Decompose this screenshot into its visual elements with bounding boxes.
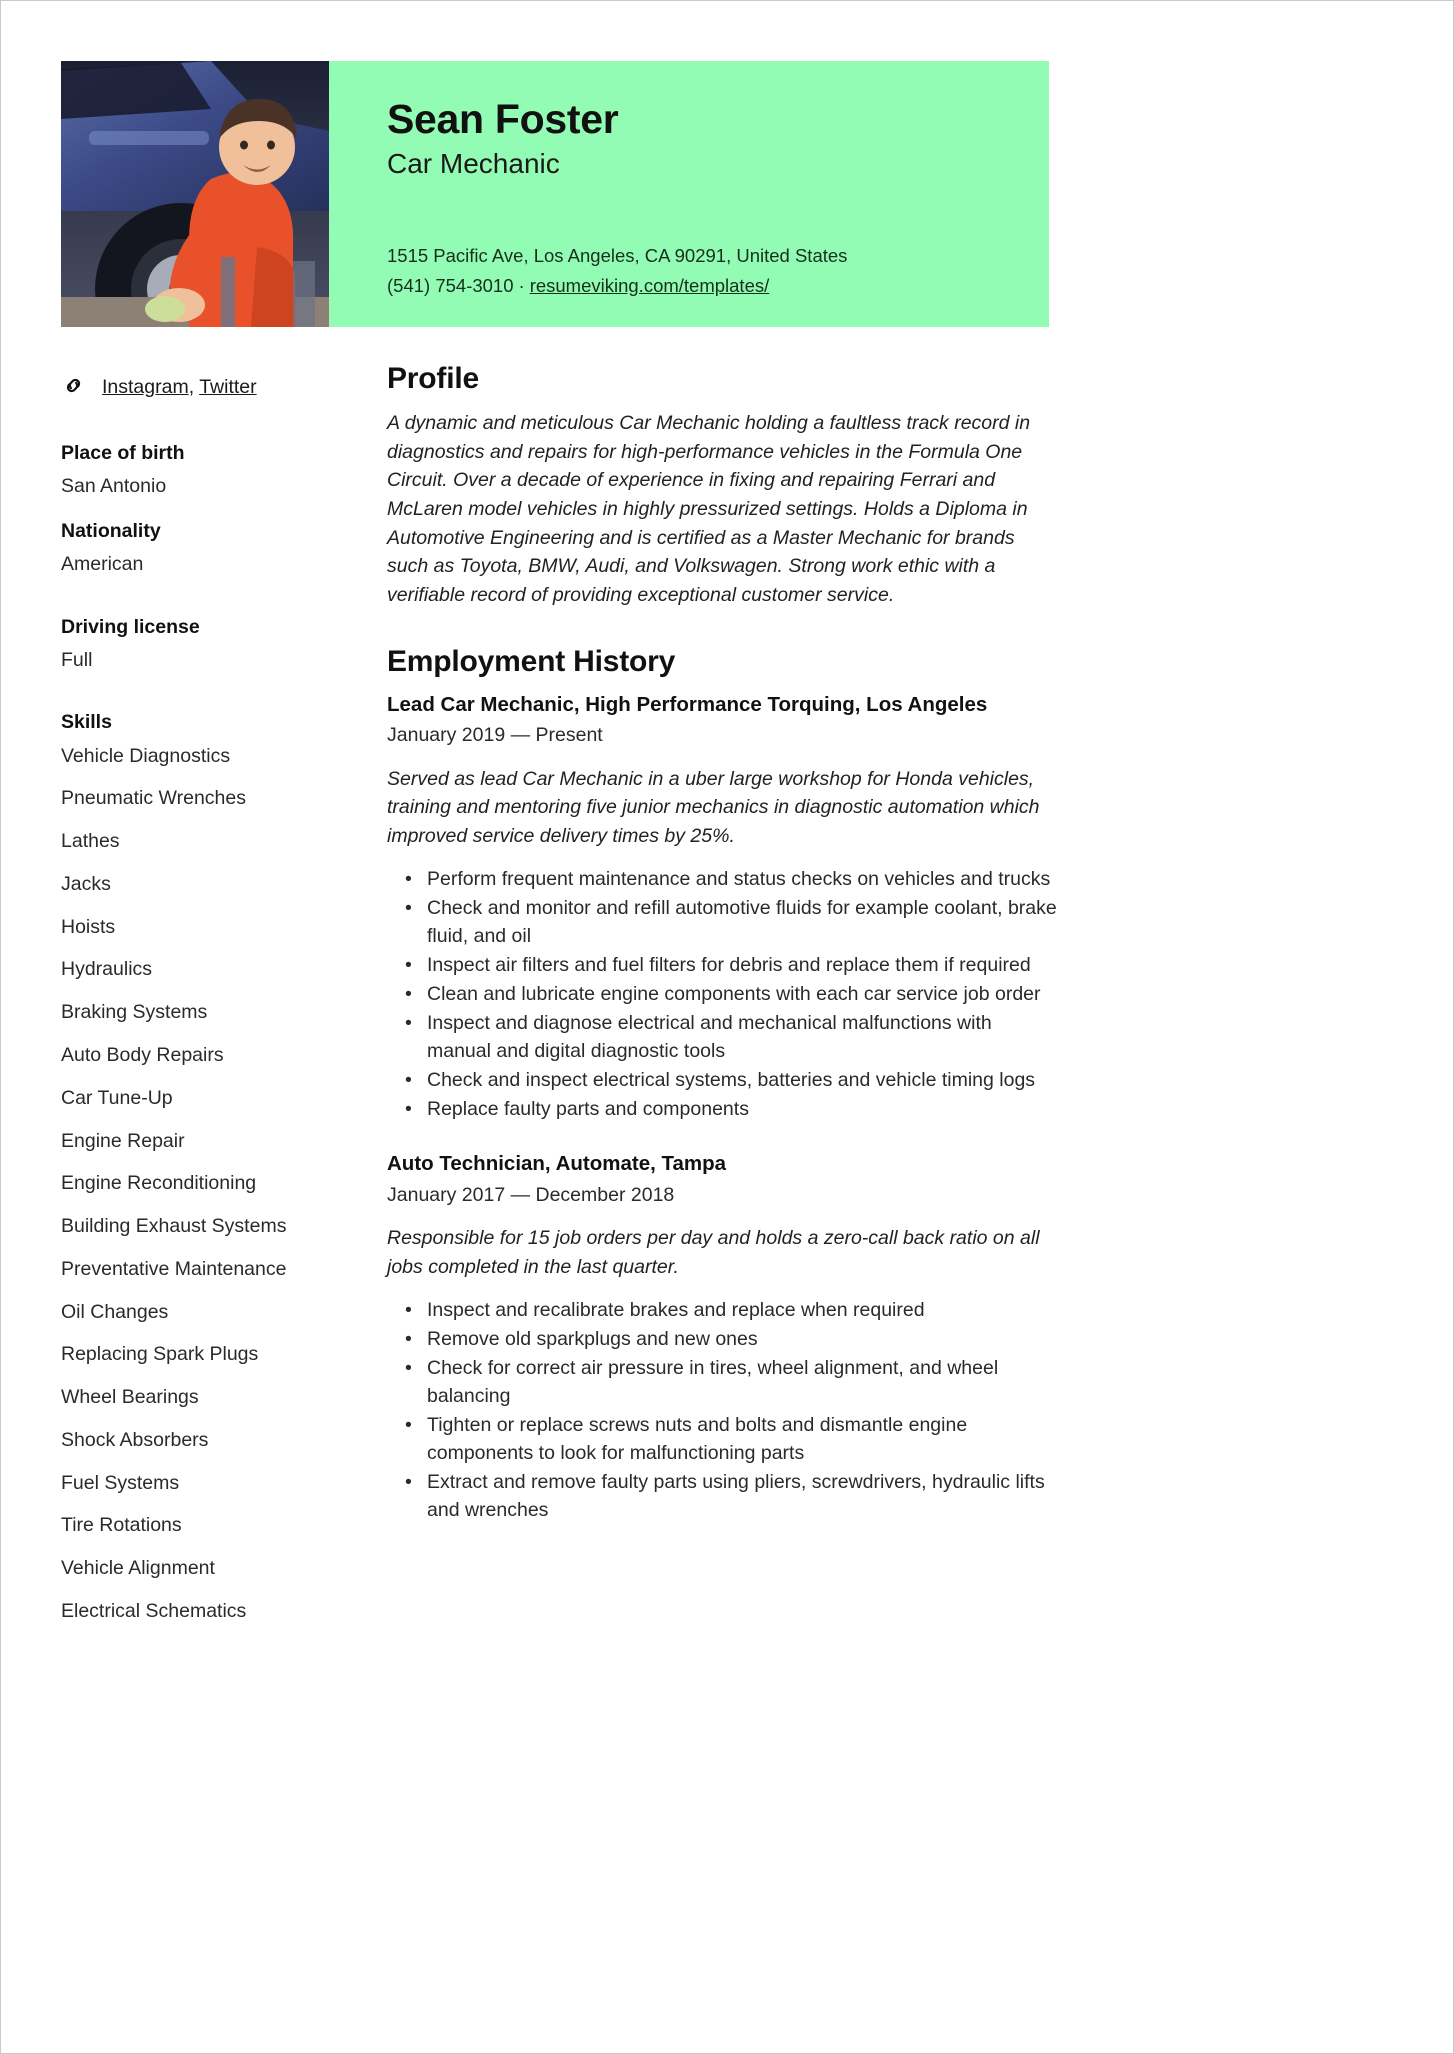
skills-block [61,710,331,1623]
skill-item: Hydraulics [61,958,153,981]
skill-item: Vehicle Alignment [61,1557,215,1580]
personal-details-block [61,441,331,577]
employment-entry [387,692,1061,1124]
skill-item: Lathes [61,830,120,853]
employment-bullet: • Perform frequent maintenance and status checks on vehicles and trucks [387,865,1061,893]
driving-license-value: Full [61,648,93,671]
skills-label: Skills [61,711,112,734]
employment-bullet: • Check and inspect electrical systems, batteries and vehicle timing logs [387,1066,1061,1094]
driving-license-label: Driving license [61,615,200,638]
skills-list [61,744,331,1624]
photo-illustration [61,61,329,327]
job-title: Car Mechanic [387,148,560,180]
header-text-block [329,61,1049,327]
employment-bullet: • Check for correct air pressure in tires, wheel alignment, and wheel balancing [387,1354,1061,1410]
employment-section-title: Employment History [387,644,676,678]
skill-item: Engine Reconditioning [61,1172,257,1195]
sidebar [61,361,351,1642]
nationality-value: American [61,553,144,576]
employment-section [387,644,1061,1525]
employment-bullet: • Clean and lubricate engine components with each car service job order [387,980,1061,1008]
skill-item: Building Exhaust Systems [61,1215,287,1238]
employment-bullet: • Tighten or replace screws nuts and bolts and dismantle engine components to look for malfunctioning parts [387,1411,1061,1467]
contact-phone: (541) 754-3010 [387,275,514,297]
nationality-label: Nationality [61,519,161,542]
employment-bullet: • Extract and remove faulty parts using pliers, screwdrivers, hydraulic lifts and wrenches [387,1468,1061,1524]
skill-item: Car Tune-Up [61,1086,173,1109]
contact-line-2 [387,271,847,301]
place-of-birth-label: Place of birth [61,442,185,464]
employment-entry-heading: Auto Technician, Automate, Tampa [387,1152,727,1176]
social-link-separator: , [188,376,200,399]
employment-entry-dates: January 2017 — December 2018 [387,1183,675,1206]
profile-text: A dynamic and meticulous Car Mechanic holding a faultless track record in diagnostics and repairs for high-performance vehicles in the Formula One Circuit. Over a decade of experience in fixing and repairing Ferrari and McLaren model vehicles in highly pressurized settings. Holds a Diploma in Automotive Engineering and is certified as a Master Mechanic for brands such as Toyota, BMW, Audi, and Volkswagen. Strong work ethic with a verifiable record of providing exceptional customer service. [387,412,1031,606]
social-link-instagram[interactable]: Instagram [102,376,189,399]
skill-item: Jacks [61,872,111,895]
skill-item: Braking Systems [61,1001,208,1024]
employment-entry [387,1151,1061,1524]
driving-license-block [61,615,331,673]
page-title: Sean Foster [387,96,619,142]
profile-photo [61,61,329,327]
skill-item: Tire Rotations [61,1514,182,1537]
social-links-row [61,373,331,403]
link-icon [61,373,86,403]
employment-entry-dates: January 2019 — Present [387,724,603,747]
profile-section-title: Profile [387,362,479,395]
place-of-birth-value: San Antonio [61,475,167,498]
contact-address: 1515 Pacific Ave, Los Angeles, CA 90291, United States [387,245,848,267]
main-column [351,361,1061,1525]
employment-bullet: • Remove old sparkplugs and new ones [387,1325,1061,1353]
employment-entry-bullets [387,865,1061,1124]
skill-item: Pneumatic Wrenches [61,787,246,810]
employment-bullet: • Inspect and recalibrate brakes and replace when required [387,1296,1061,1324]
skill-item: Hoists [61,915,116,938]
skill-item: Electrical Schematics [61,1599,247,1622]
skill-item: Auto Body Repairs [61,1043,224,1066]
skill-item: Replacing Spark Plugs [61,1343,259,1366]
resume-body [61,361,1061,1642]
skill-item: Engine Repair [61,1129,185,1152]
employment-bullet: • Replace faulty parts and components [387,1095,1061,1123]
contact-website-link[interactable]: resumeviking.com/templates/ [529,275,770,297]
contact-separator: · [518,275,525,297]
skill-item: Wheel Bearings [61,1386,199,1409]
social-link-twitter[interactable]: Twitter [199,376,257,399]
employment-entry-summary: Served as lead Car Mechanic in a uber large workshop for Honda vehicles, training and mentoring five junior mechanics in diagnostic automation which improved service delivery times by 25%. [387,767,1040,847]
employment-job-list [387,692,1061,1525]
employment-entry-summary: Responsible for 15 job orders per day and holds a zero-call back ratio on all jobs completed in the last quarter. [387,1227,1040,1278]
employment-bullet: • Check and monitor and refill automotive fluids for example coolant, brake fluid, and oil [387,894,1061,950]
employment-entry-heading: Lead Car Mechanic, High Performance Torquing, Los Angeles [387,692,988,716]
skill-item: Fuel Systems [61,1471,180,1494]
skill-item: Preventative Maintenance [61,1257,287,1280]
employment-bullet: • Inspect and diagnose electrical and mechanical malfunctions with manual and digital diagnostic tools [387,1009,1061,1065]
employment-entry-bullets [387,1296,1061,1525]
resume-header [61,61,1049,327]
profile-section [387,361,1061,610]
social-links [102,376,257,399]
skill-item: Vehicle Diagnostics [61,744,231,767]
contact-info [387,241,847,301]
skill-item: Shock Absorbers [61,1428,209,1451]
employment-bullet: • Inspect air filters and fuel filters for debris and replace them if required [387,951,1061,979]
skill-item: Oil Changes [61,1300,169,1323]
